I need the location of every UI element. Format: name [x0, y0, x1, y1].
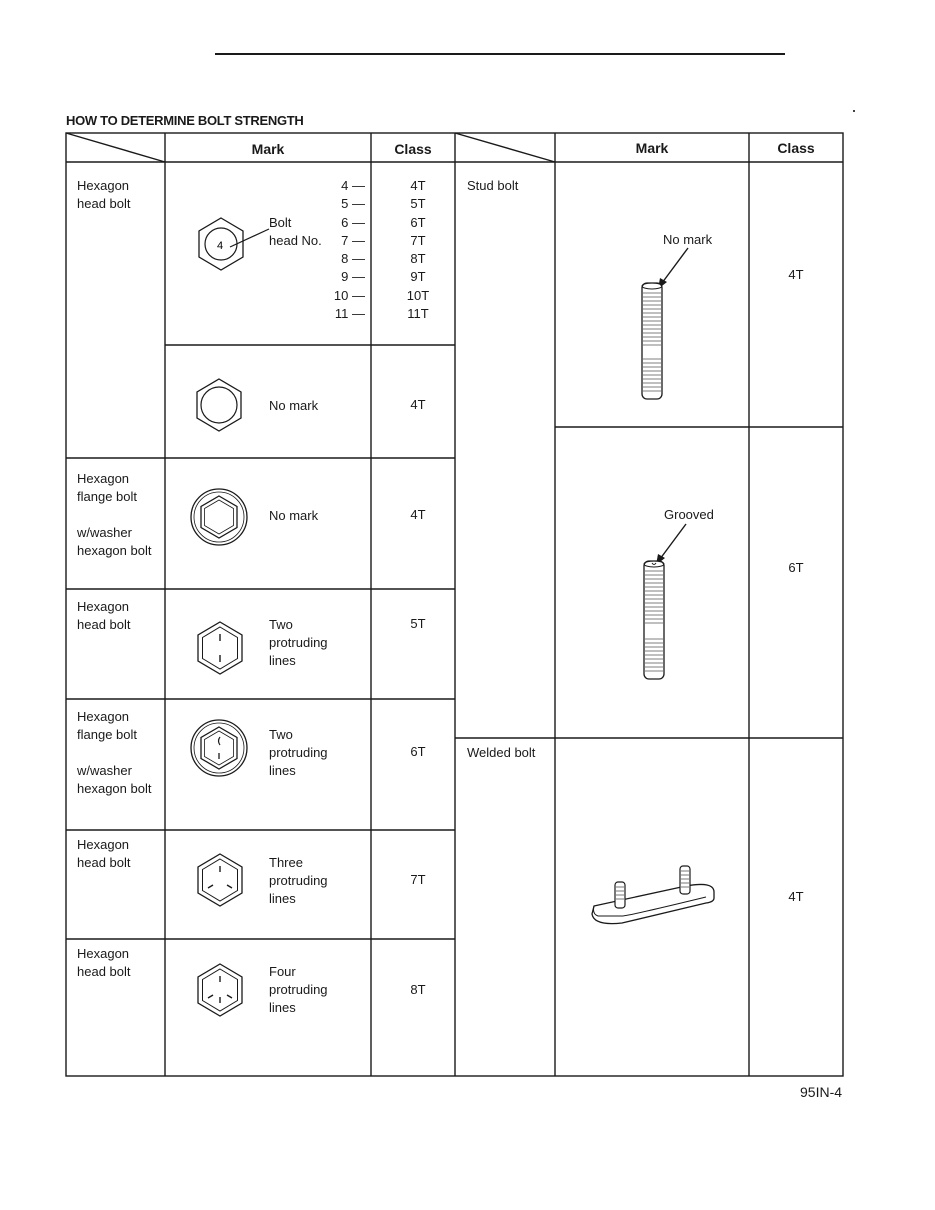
- class-value: 4T: [788, 267, 804, 282]
- page-code: 95IN-4: [800, 1084, 843, 1100]
- bolt-number-label: 4: [217, 240, 224, 252]
- bolt-type: Hexagon flange bolt w/washer hexagon bolt: [77, 709, 152, 796]
- mark-description: Grooved: [664, 507, 714, 522]
- mark-description: No mark: [269, 508, 319, 523]
- hex-bolt-three-lines-icon: [194, 852, 246, 908]
- grooved-stud-bolt-icon: [636, 521, 696, 686]
- mark-header-left: Mark: [251, 141, 285, 157]
- class-value: 4T: [410, 397, 426, 412]
- mark-description: No mark: [269, 398, 319, 413]
- class-header-left: Class: [394, 141, 432, 157]
- hex-bolt-four-lines-icon: [194, 962, 246, 1018]
- welded-bolt-icon: [588, 862, 720, 928]
- page-title: HOW TO DETERMINE BOLT STRENGTH: [66, 113, 304, 128]
- mark-description: Four protruding lines: [269, 964, 328, 1015]
- bolt-type: Hexagon head bolt: [77, 837, 131, 870]
- mark-description: Two protruding lines: [269, 617, 328, 668]
- class-value: 6T: [410, 744, 426, 759]
- class-list: 4T 5T 6T 7T 8T 9T 10T 11T: [406, 178, 430, 322]
- bolt-type: Hexagon head bolt: [77, 178, 131, 211]
- class-value: 6T: [788, 560, 804, 575]
- bolt-type: Hexagon head bolt: [77, 946, 131, 979]
- bolt-type: Hexagon flange bolt w/washer hexagon bolt: [77, 471, 152, 558]
- stud-bolt-icon: [636, 245, 696, 405]
- bolt-head-number-list: 4 — 5 — 6 — 7 — 8 — 9 — 10 — 11 —: [333, 178, 365, 322]
- class-value: 5T: [410, 616, 426, 631]
- flange-bolt-two-lines-icon: [189, 717, 249, 779]
- mark-description: Two protruding lines: [269, 727, 328, 778]
- mark-description: No mark: [663, 232, 713, 247]
- class-value: 8T: [410, 982, 426, 997]
- bolt-type: Welded bolt: [467, 745, 536, 760]
- mark-description: Three protruding lines: [269, 855, 328, 906]
- hex-bolt-two-lines-icon: [194, 620, 246, 676]
- bolt-type: Stud bolt: [467, 178, 519, 193]
- mark-description: Bolt head No.: [269, 215, 322, 248]
- class-value: 4T: [410, 507, 426, 522]
- bolt-type: Hexagon head bolt: [77, 599, 131, 632]
- class-header-right: Class: [777, 140, 815, 156]
- class-value: 4T: [788, 889, 804, 904]
- mark-header-right: Mark: [635, 140, 669, 156]
- hex-bolt-plain-icon: [193, 377, 245, 433]
- leader-arrow: [225, 226, 270, 251]
- flange-bolt-plain-icon: [189, 487, 249, 547]
- class-value: 7T: [410, 872, 426, 887]
